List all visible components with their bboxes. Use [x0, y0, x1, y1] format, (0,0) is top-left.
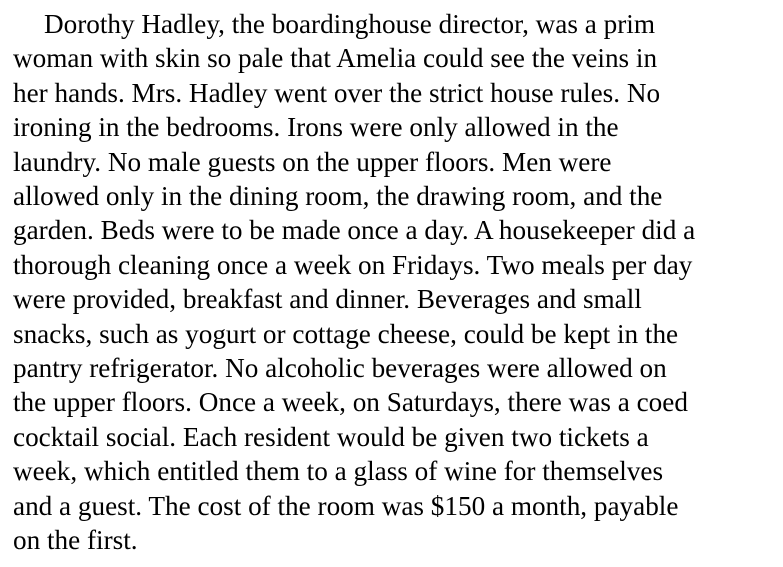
paragraph-line: woman with skin so pale that Amelia could see the veins in	[13, 43, 658, 74]
paragraph-line: garden. Beds were to be made once a day. A housekeeper did a	[13, 215, 696, 246]
paragraph-line: pantry refrigerator. No alcoholic beverages were allowed on	[13, 353, 667, 384]
paragraph-line: laundry. No male guests on the upper floors. Men were	[13, 146, 612, 177]
paragraph-line: Dorothy Hadley, the boardinghouse director, was a prim	[44, 9, 655, 39]
paragraph-line: cocktail social. Each resident would be given two tickets a	[13, 421, 649, 452]
paragraph-line: were provided, breakfast and dinner. Beverages and small	[13, 284, 642, 315]
paragraph-line: thorough cleaning once a week on Fridays. Two meals per day	[13, 249, 693, 280]
paragraph-line: on the first.	[13, 525, 138, 556]
paragraph-line: snacks, such as yogurt or cottage cheese, could be kept in the	[13, 318, 679, 349]
body-paragraph	[13, 7, 773, 558]
paragraph-line: week, which entitled them to a glass of wine for themselves	[13, 456, 664, 487]
paragraph-line: her hands. Mrs. Hadley went over the strict house rules. No	[13, 77, 661, 108]
paragraph-line: and a guest. The cost of the room was $150 a month, payable	[13, 490, 679, 521]
paragraph-line: the upper floors. Once a week, on Saturdays, there was a coed	[13, 387, 688, 418]
paragraph-line: ironing in the bedrooms. Irons were only allowed in the	[13, 112, 619, 143]
paragraph-line: allowed only in the dining room, the drawing room, and the	[13, 181, 663, 212]
